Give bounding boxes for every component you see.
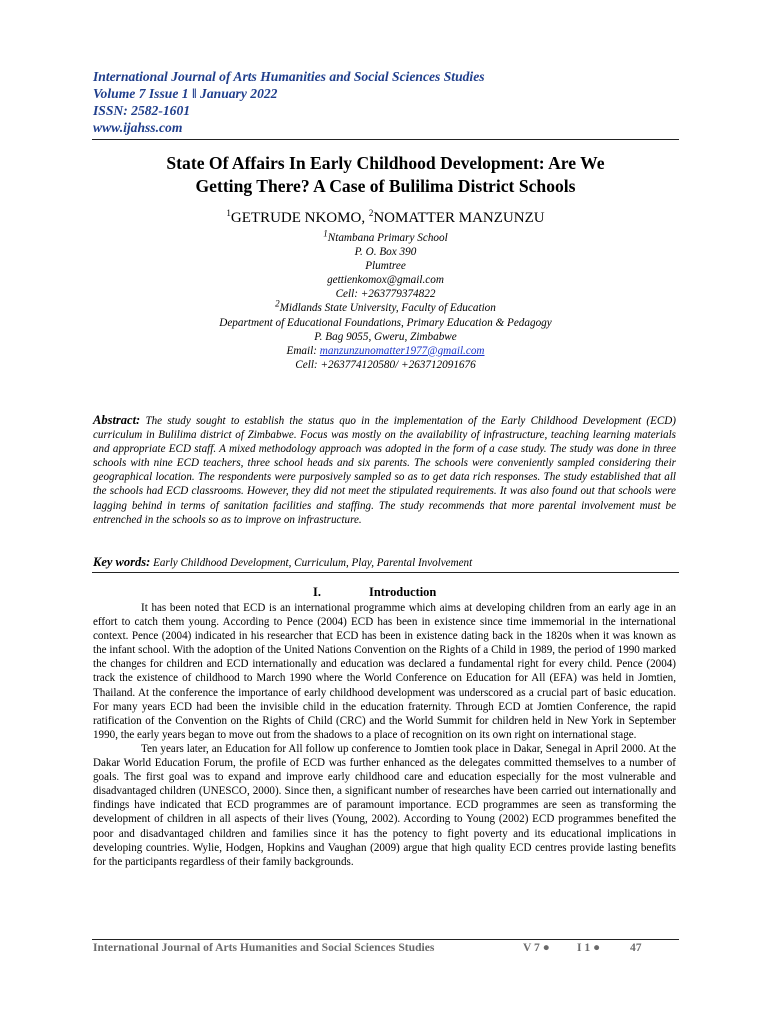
abstract-label: Abstract:: [93, 413, 141, 427]
footer-volume: V 7 ●: [523, 941, 550, 954]
keywords-label: Key words:: [93, 555, 151, 569]
journal-website: www.ijahss.com: [93, 120, 183, 135]
email-link[interactable]: manzunzunomatter1977@gmail.com: [319, 344, 485, 357]
abstract-text: The study sought to establish the status quo in the implementation of the Early Childhood Development (ECD) curriculum in Bulilima district of Zimbabwe. Focus was mostly on the availability of infrastructure, teaching learning materials and appropriate ECD staff. A mixed methodology approach was adopted in the form of a case study. The study was done in three schools with nine ECD teachers, three school heads and six parents. The schools were conveniently sampled considering their geographical location. The respondents were purposively sampled so as to get data rich responses. The study established that all the schools had ECD classrooms. However, they did not meet the stipulated requirements. It was also found out that schools were lagging behind in terms of sanitation facilities and staffing. The study recommends that more parental involvement must be entrenched in the schools so as to improve on infrastructure.: [93, 415, 676, 526]
issn: ISSN: 2582-1601: [93, 103, 191, 118]
keywords-divider: [92, 572, 679, 573]
author-1-name: GETRUDE NKOMO,: [230, 210, 369, 226]
section-number: I.: [313, 585, 321, 599]
volume-issue: Volume 7 Issue 1 ǁ January 2022: [93, 86, 278, 101]
title-line-2: Getting There? A Case of Bulilima District Schools: [195, 176, 576, 196]
affiliation-1-sup: 1: [323, 228, 328, 239]
journal-header: [93, 68, 683, 136]
affiliation-1-line-2: P. O. Box 390: [354, 246, 417, 259]
author-list: [92, 208, 679, 228]
body-text: [93, 601, 676, 869]
affiliation-1-school: Ntambana Primary School: [327, 232, 448, 244]
affiliations: [92, 228, 679, 372]
footer-issue: I 1 ●: [577, 941, 601, 954]
paper-title: [92, 152, 679, 198]
affiliation-2-line-3: P. Bag 9055, Gweru, Zimbabwe: [314, 330, 457, 343]
affiliation-1-email: gettienkomox@gmail.com: [327, 274, 444, 287]
paragraph-1: It has been noted that ECD is an international programme which aims at developing children from an early age in an effort to catch them young. According to Pence (2004) ECD has been in existence since time immemorial in the international context. Pence (2004) indicated in his researcher that ECD has been in existence dating back in the 1820s when it was known as the infant school. With the adoption of the United Nations Convention on the Rights of a Child in 1989, the period of 1990 marked the changes for children and ECD internationally and education was declared a fundamental right for every child. Pence (2004) track the existence of childhood to March 1990 where the World Conference on Education for All (EFA) was held in Jomtien, Thailand. At the conference the importance of early childhood development was underscored as a crucial part of basic education. For many years ECD had been the invisible child in the education fraternity. Through ECD at Jomtien Conference, the rapid ratification of the Convention on the Rights of Child (CRC) and the World Summit for children held in New York in September 1990, the early years began to move out from the shadows to a place of recognition on its own right on international stage.: [93, 602, 676, 741]
journal-name: International Journal of Arts Humanities and Social Sciences Studies: [93, 69, 485, 84]
section-title: Introduction: [369, 585, 437, 599]
author-2-name: NOMATTER MANZUNZU: [373, 210, 545, 226]
affiliation-2-line-1: [92, 298, 679, 315]
affiliation-2-email-row: [92, 344, 679, 358]
affiliation-2-line-2: Department of Educational Foundations, Primary Education & Pedagogy: [219, 316, 552, 329]
affiliation-1-line-3: Plumtree: [365, 260, 406, 273]
header-divider: [92, 139, 679, 140]
title-line-1: State Of Affairs In Early Childhood Development: Are We: [166, 153, 605, 173]
affiliation-1-cell: Cell: +263779374822: [335, 288, 436, 301]
paragraph-2: Ten years later, an Education for All follow up conference to Jomtien took place in Dakar, Senegal in April 2000. At the Dakar World Education Forum, the profile of ECD was further enhanced as the delegates committed themselves to a number of goals. The first goal was to expand and improve early childhood care and education especially for the most vulnerable and disadvantaged children (UNESCO, 2000). Since then, a significant number of researches have been carried out internationally and findings have indicated that ECD programmes are of paramount importance. ECD programmes are seen as transforming the development of children in all aspects of their lives (Young, 2002). According to Young (2002) ECD programmes benefited the poor and disadvantaged children and families since it has the potency to fight poverty and its educational implications in developing countries. Wylie, Hodgen, Hopkins and Vaughan (2009) argue that high quality ECD centres provide lasting benefits for the participants regardless of their family backgrounds.: [93, 742, 676, 868]
affiliation-2-cell: Cell: +263774120580/ +263712091676: [295, 358, 476, 371]
author-2-sup: 2: [368, 208, 374, 218]
affiliation-1-line-1: [92, 228, 679, 245]
keywords: [93, 555, 676, 570]
email-label: Email:: [286, 344, 320, 357]
footer-journal-name: International Journal of Arts Humanities and Social Sciences Studies: [93, 941, 435, 954]
abstract: [93, 413, 676, 527]
affiliation-2-university: Midlands State University, Faculty of Education: [279, 302, 496, 315]
keywords-text: Early Childhood Development, Curriculum, Play, Parental Involvement: [150, 557, 473, 569]
page-number: 47: [630, 941, 642, 954]
author-1-sup: 1: [226, 208, 231, 218]
affiliation-2-sup: 2: [275, 298, 280, 309]
